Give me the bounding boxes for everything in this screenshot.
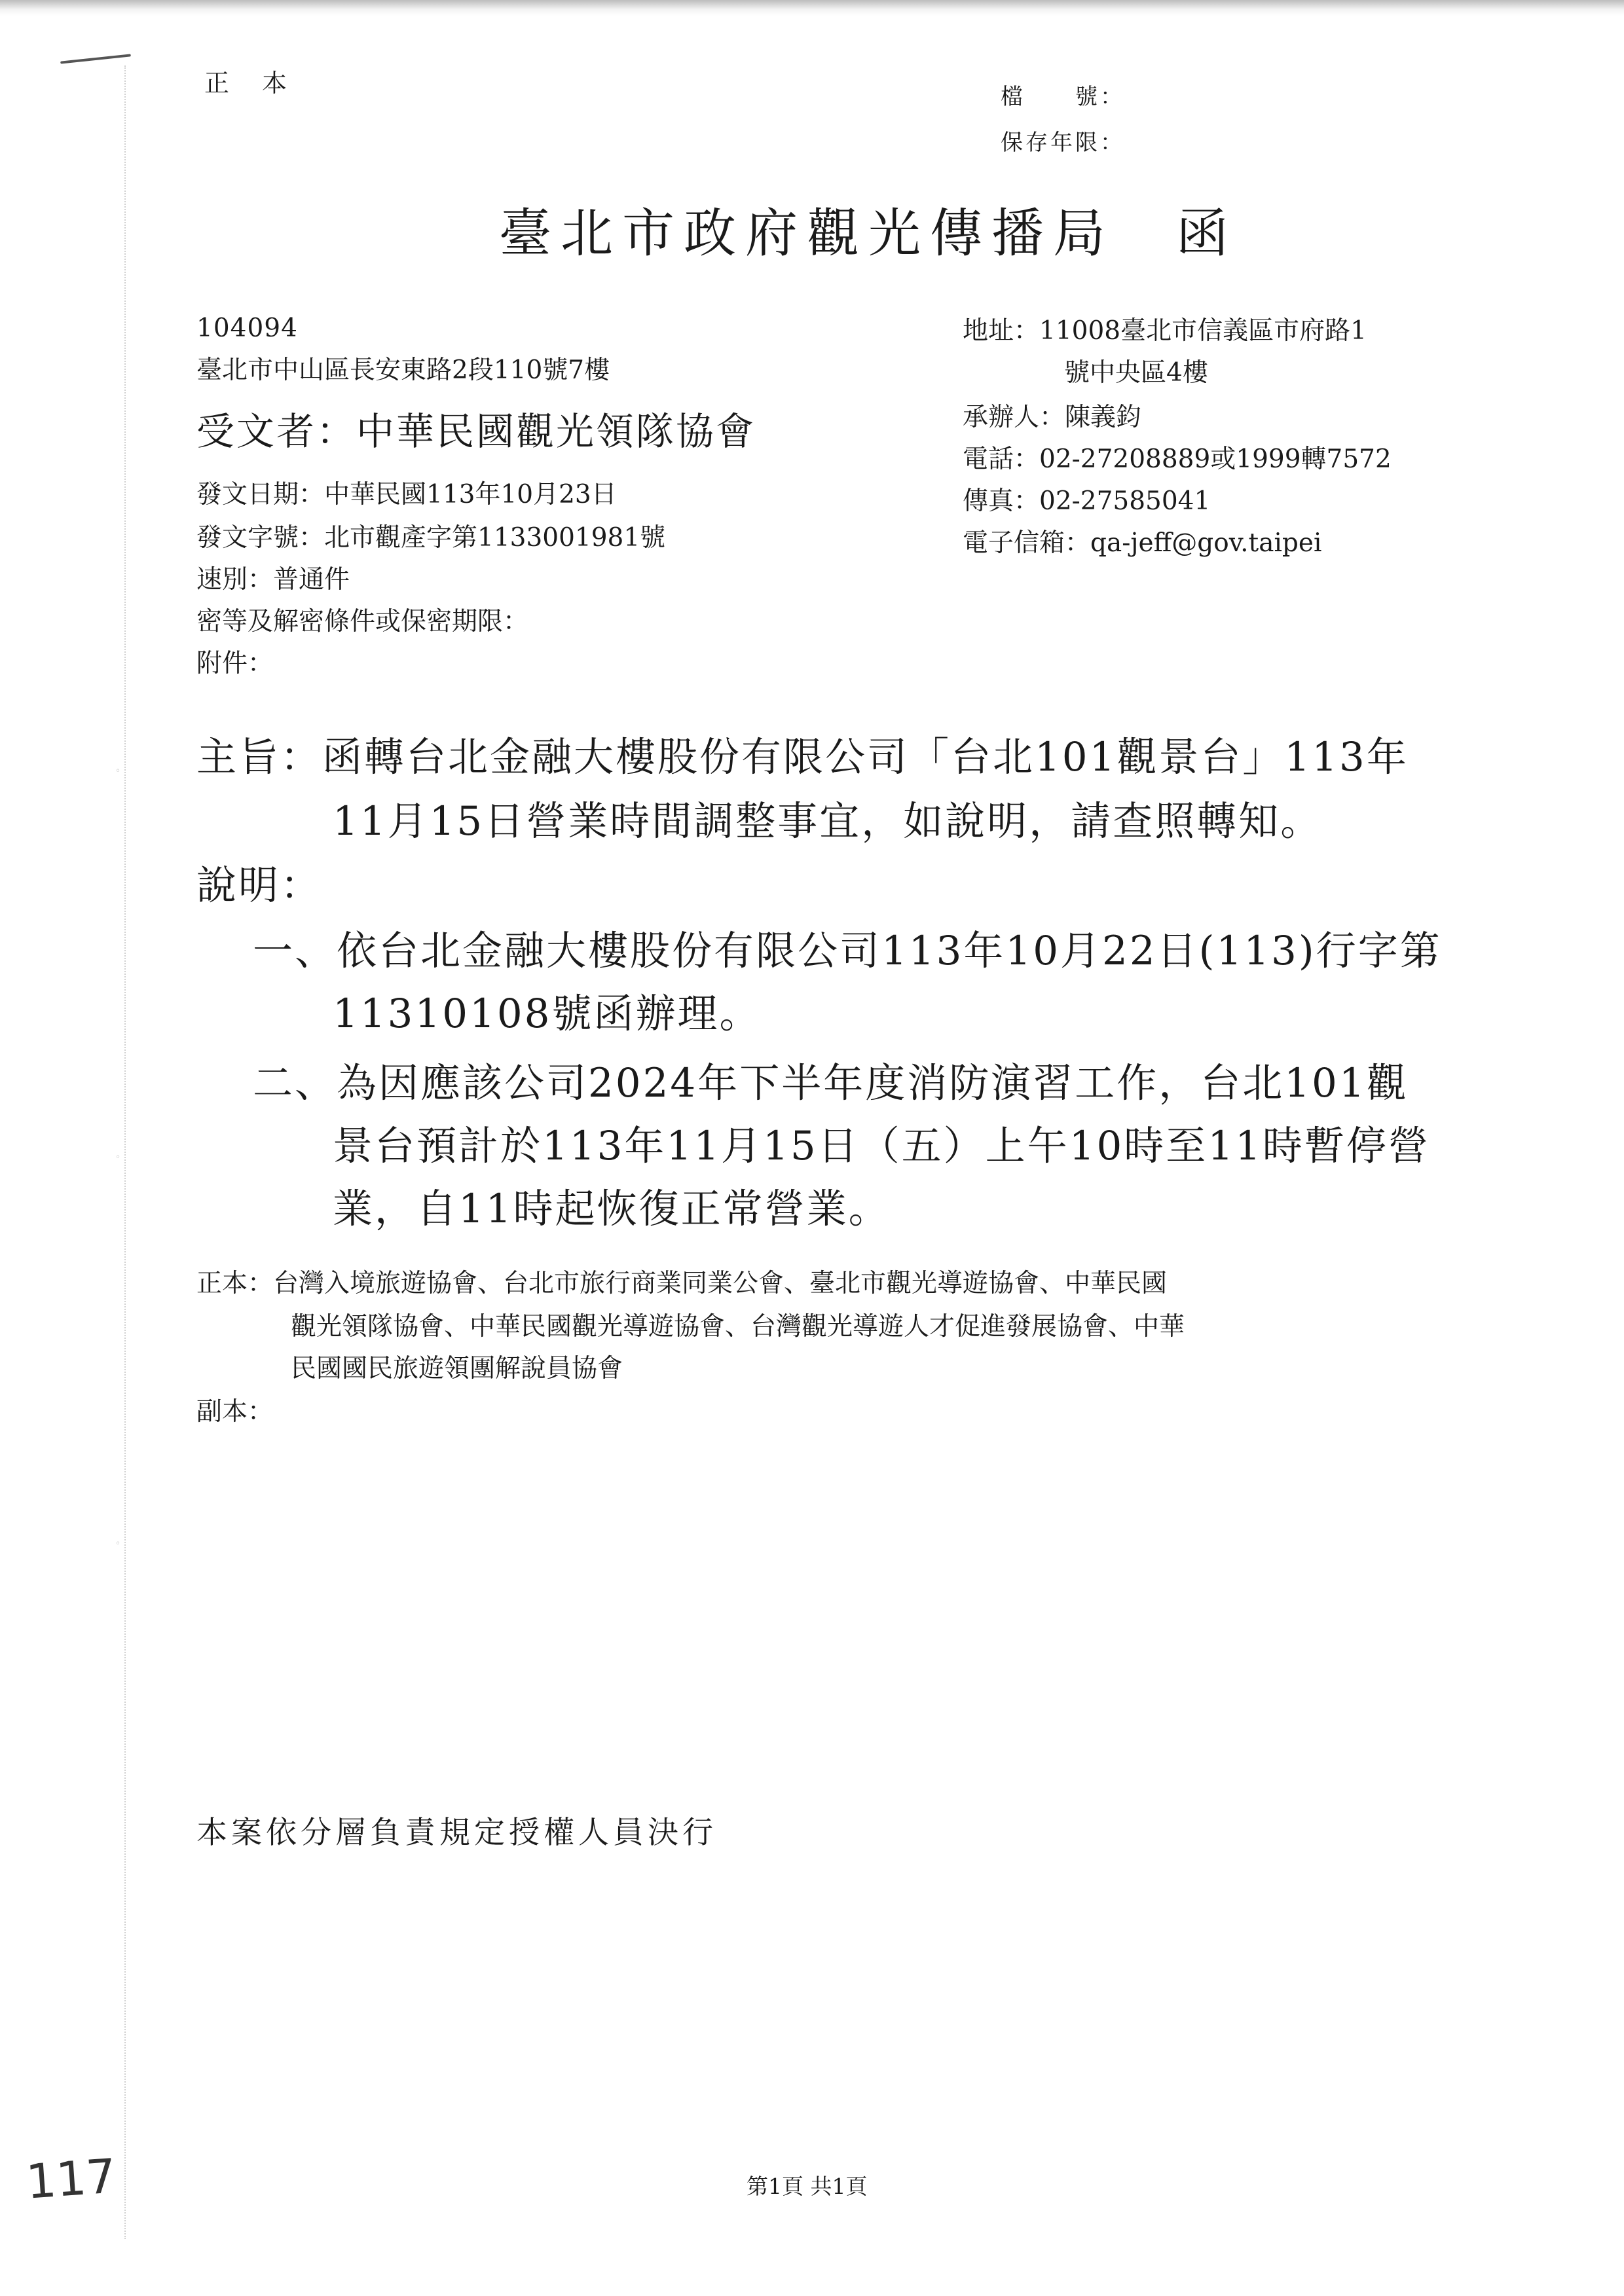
pen-stroke-mark — [60, 54, 131, 64]
handwritten-note: 117 — [24, 2148, 119, 2210]
margin-mark: ◦ — [115, 1152, 121, 1163]
sender-email: 電子信箱：qa-jeff@gov.taipei — [963, 528, 1322, 558]
urgency-level: 速別：普通件 — [196, 565, 350, 594]
recipient-name: 受文者：中華民國觀光領隊協會 — [196, 409, 756, 454]
explanation-item-2-line-3: 業，自11時起恢復正常營業。 — [333, 1186, 891, 1232]
distribution-original-line-2: 觀光領隊協會、中華民國觀光導遊協會、台灣觀光導遊人才促進發展協會、中華 — [291, 1312, 1185, 1341]
distribution-copy: 副本： — [196, 1397, 274, 1427]
explanation-item-1-line-2: 11310108號函辦理。 — [333, 991, 762, 1037]
margin-mark: ◦ — [115, 766, 121, 776]
explanation-item-1-line-1: 一、依台北金融大樓股份有限公司113年10月22日(113)行字第 — [253, 928, 1442, 974]
margin-mark: ◦ — [115, 1539, 121, 1549]
authorization-note: 本案依分層負責規定授權人員決行 — [196, 1815, 717, 1851]
sender-address-line1: 地址：11008臺北市信義區市府路1 — [963, 316, 1367, 346]
distribution-original-line-1: 正本：台灣入境旅遊協會、台北市旅行商業同業公會、臺北市觀光導遊協會、中華民國 — [196, 1269, 1168, 1298]
issue-date: 發文日期：中華民國113年10月23日 — [196, 480, 617, 509]
subject-line-2: 11月15日營業時間調整事宜，如說明，請查照轉知。 — [333, 798, 1323, 845]
file-number-label: 檔 號： — [1001, 84, 1125, 110]
sender-address-line2: 號中央區4樓 — [1064, 358, 1208, 388]
scan-top-edge — [0, 0, 1624, 16]
explanation-item-2-line-1: 二、為因應該公司2024年下半年度消防演習工作，台北101觀 — [253, 1060, 1409, 1106]
retention-label: 保存年限： — [1001, 130, 1125, 156]
explanation-item-2-line-2: 景台預計於113年11月15日（五）上午10時至11時暫停營 — [333, 1123, 1430, 1169]
subject-line-1: 主旨：函轉台北金融大樓股份有限公司「台北101觀景台」113年 — [196, 734, 1409, 780]
document-title: 臺北市政府觀光傳播局 函 — [499, 203, 1238, 264]
explanation-label: 說明： — [196, 862, 323, 909]
sender-contact-person: 承辦人：陳義鈞 — [963, 403, 1142, 432]
recipient-address: 臺北市中山區長安東路2段110號7樓 — [196, 355, 610, 385]
document-number: 發文字號：北市觀產字第1133001981號 — [196, 523, 666, 553]
recipient-postal-code: 104094 — [196, 314, 298, 343]
scan-margin-line — [124, 65, 126, 2239]
sender-phone: 電話：02-27208889或1999轉7572 — [963, 445, 1392, 474]
secrecy-level: 密等及解密條件或保密期限： — [196, 607, 529, 636]
distribution-original-line-3: 民國國民旅遊領團解說員協會 — [291, 1354, 623, 1383]
copy-type-label: 正 本 — [204, 69, 291, 98]
attachment-label: 附件： — [196, 649, 274, 678]
sender-fax: 傳真：02-27585041 — [963, 486, 1211, 516]
page-number: 第1頁 共1頁 — [747, 2174, 868, 2199]
